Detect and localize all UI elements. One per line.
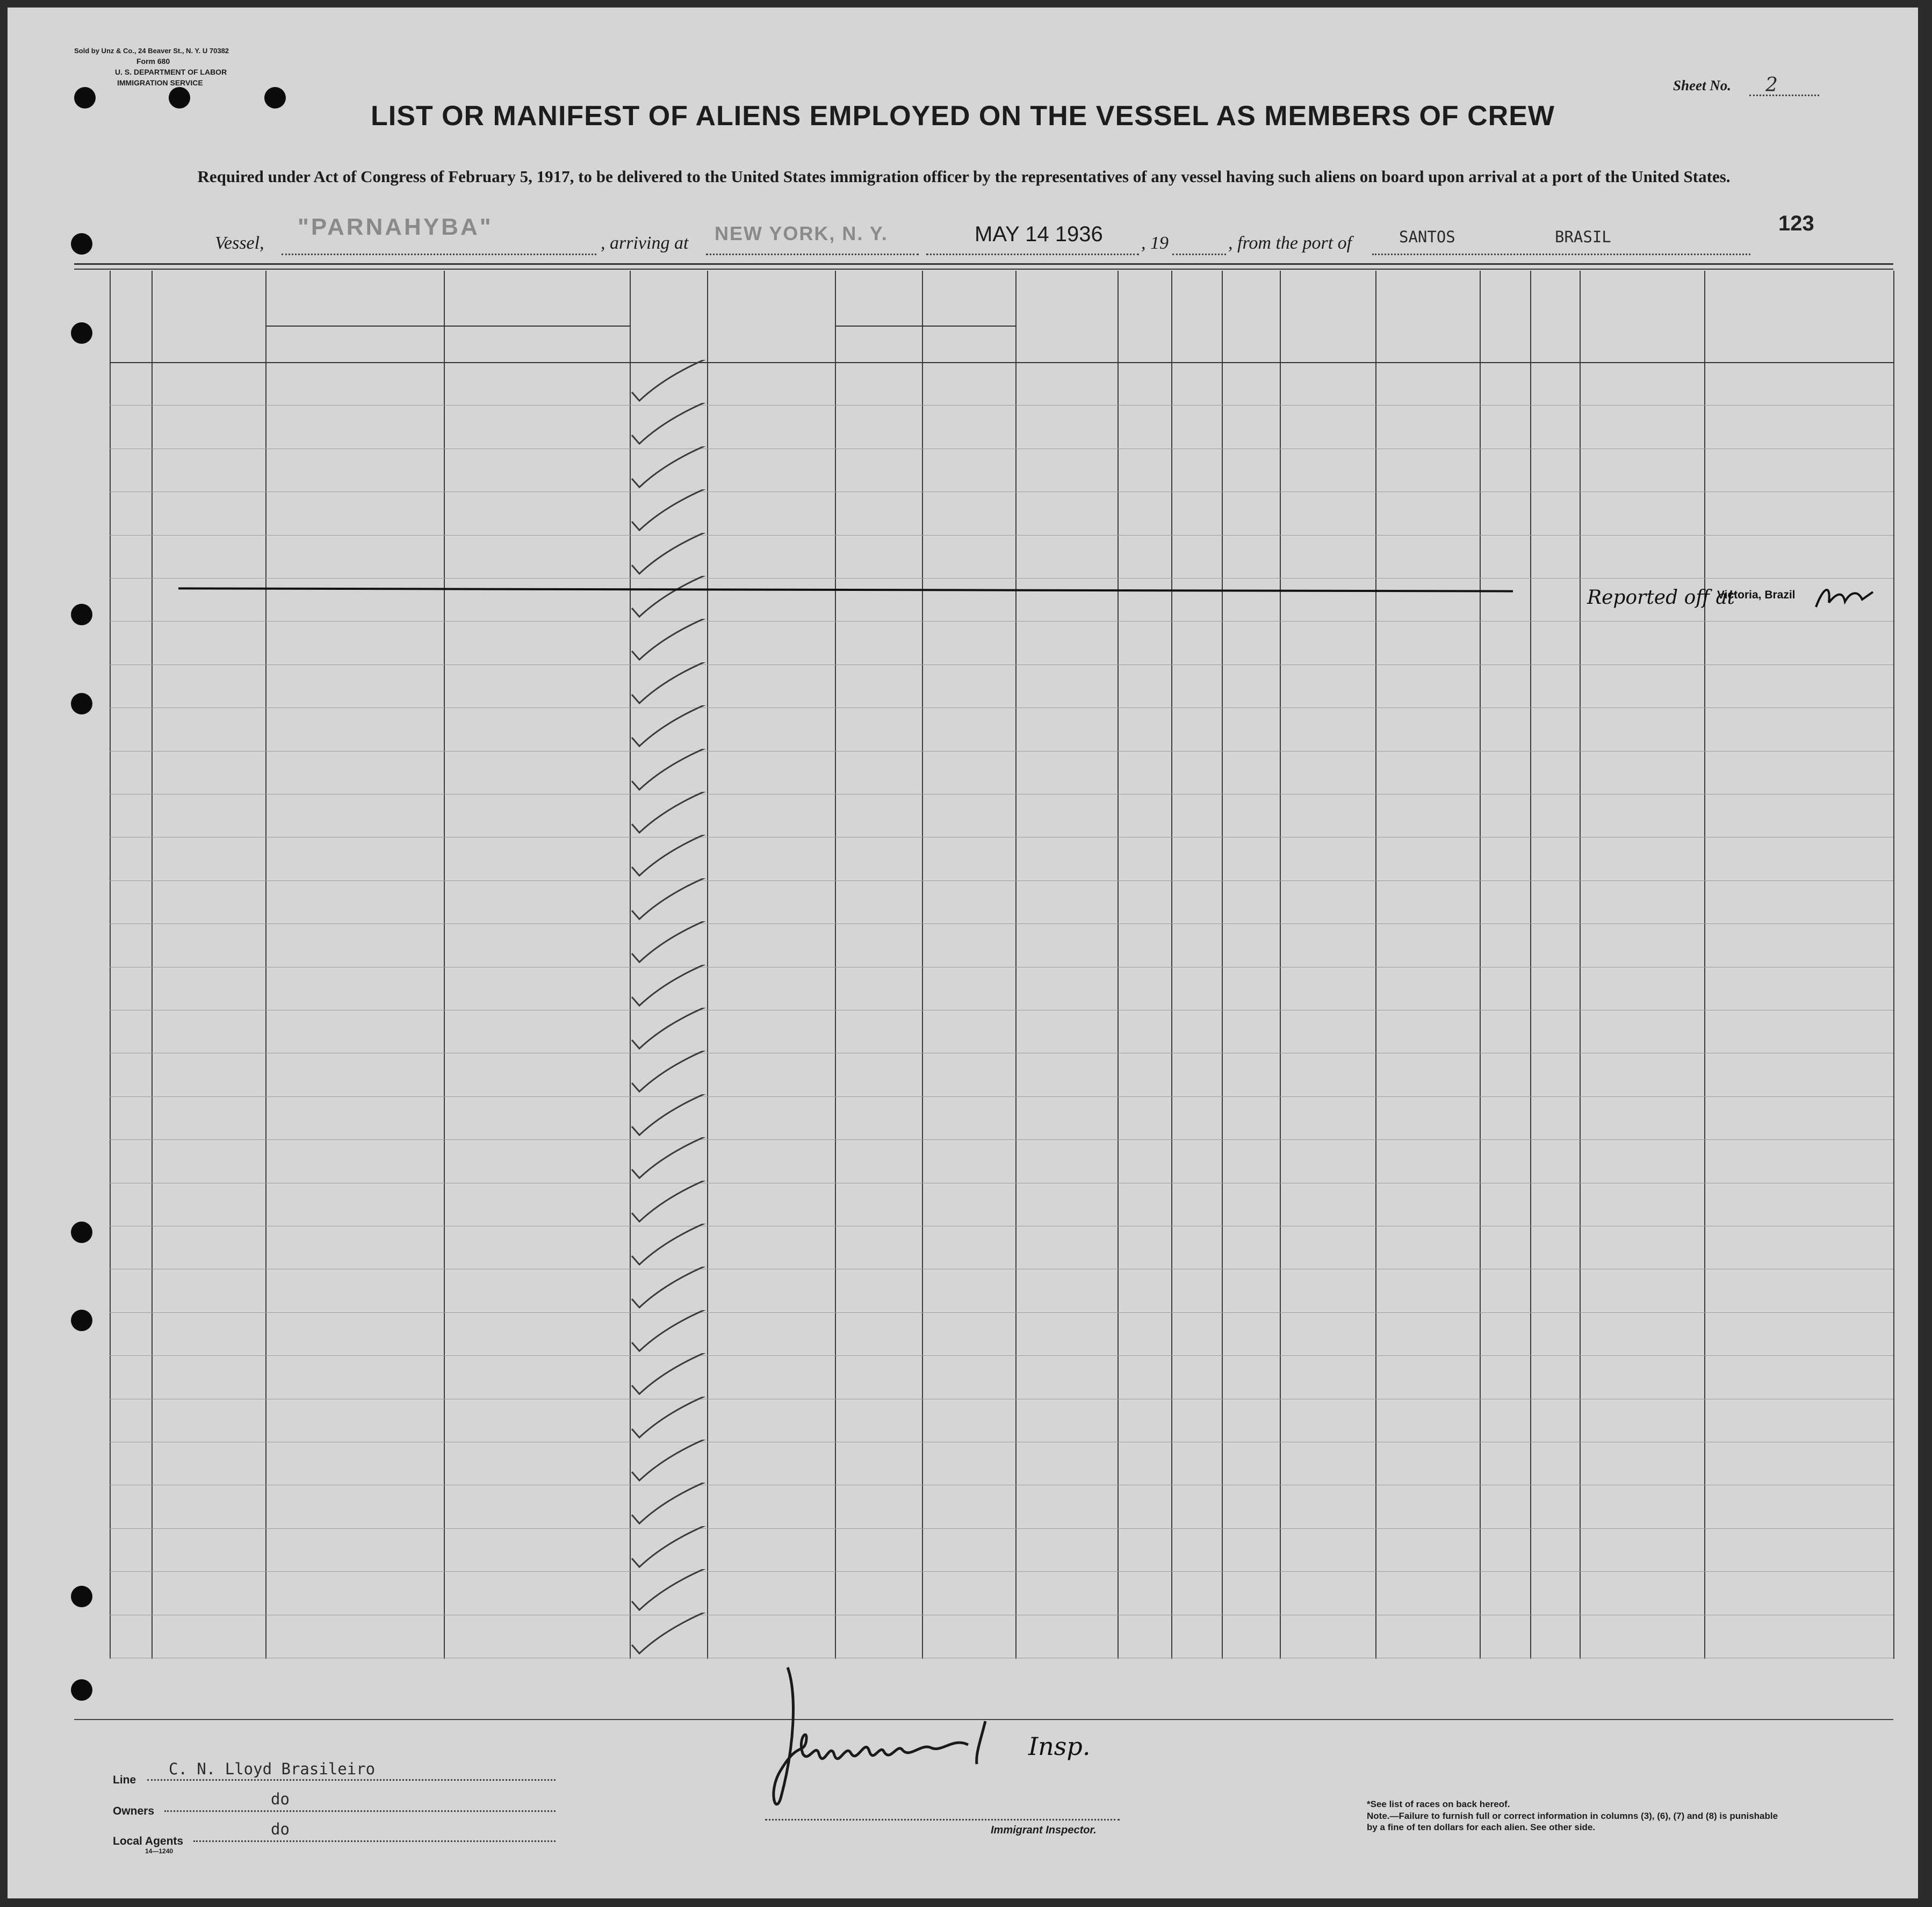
checkmark-icon [628,835,719,883]
manifest-sheet [8,8,1918,1898]
penalty-note [1367,1810,1786,1833]
shipping-line: C. N. Lloyd Brasileiro [169,1760,376,1778]
table-row-rule [110,405,1893,406]
table-row-rule [110,1528,1893,1529]
row-5-remark-place: Victoria, Brazil [1717,589,1796,601]
table-column-rule [835,271,836,1659]
races-note: *See list of races on back hereof. [1367,1799,1510,1809]
arrival-date-stamp: MAY 14 1936 [975,222,1103,246]
vessel-name: "PARNAHYBA" [298,214,493,240]
table-column-rule [922,271,923,1659]
punch-hole [71,604,92,625]
printer-credit: Sold by Unz & Co., 24 Beaver St., N. Y. U 70382 [74,47,229,55]
checkmark-icon [628,1440,719,1488]
line-label: Line [113,1774,136,1786]
departure-country: BRASIL [1555,228,1611,246]
penalty-note-label: Note. [1367,1811,1390,1821]
arriving-dots [706,254,919,255]
table-row-rule [110,1571,1893,1572]
date-dots [926,254,1139,255]
punch-hole [71,693,92,714]
table-top-rule [74,263,1893,265]
inspector-signature-icon [760,1662,1039,1823]
row-5-strikethrough [178,587,1513,592]
punch-hole [71,1586,92,1607]
checkmark-icon [628,1613,719,1661]
owners-value: do [271,1790,290,1808]
checkmark-icon [628,1310,719,1359]
table-column-rule [265,271,266,1659]
sheet-no-line [1749,95,1819,96]
table-column-rule [1280,271,1281,1659]
table-row-rule [110,1355,1893,1356]
table-column-rule [1893,271,1894,1659]
table-row-rule [110,751,1893,752]
sheet-number: 2 [1765,74,1778,96]
name-subheader-rule [265,326,630,327]
table-row-rule [110,621,1893,622]
form-number: Form 680 [136,57,170,66]
from-port-label: , from the port of [1228,233,1352,253]
punch-hole [71,233,92,255]
checkmark-icon [628,1051,719,1099]
table-column-rule [1530,271,1531,1659]
checkmark-icon [628,792,719,840]
department-name: U. S. DEPARTMENT OF LABOR [115,68,227,76]
penalty-note-text: —Failure to furnish full or correct information in columns (3), (6), (7) and (8) is punishable by a fine of ten dollars for each alien. See other side. [1367,1811,1778,1832]
arriving-label: , arriving at [601,233,689,253]
agents-dots [193,1840,556,1842]
checkmark-icon [628,360,719,408]
checkmark-icon [628,705,719,754]
table-column-rule [152,271,153,1659]
owners-dots [164,1810,556,1812]
table-row-rule [110,707,1893,708]
from-port-dots [1372,254,1750,255]
checkmark-icon [628,446,719,495]
checkmark-icon [628,533,719,581]
year-label: , 19 [1141,233,1169,253]
table-row-rule [110,664,1893,665]
year-dots [1172,254,1226,255]
checkmark-icon [628,749,719,797]
table-column-rule [1118,271,1119,1659]
shipped-subheader-rule [835,326,1015,327]
line-dots [147,1779,556,1781]
checkmark-icon [628,662,719,711]
checkmark-icon [628,1569,719,1617]
arrival-port: NEW YORK, N. Y. [715,222,888,244]
checkmark-icon [628,403,719,451]
checkmark-icon [628,576,719,624]
signature-name [803,1700,957,1727]
table-column-rule [1580,271,1581,1659]
table-top-rule-2 [74,269,1893,270]
page-number: 123 [1778,212,1814,235]
table-column-rule [1015,271,1017,1659]
checkmark-icon [628,965,719,1013]
checkmark-icon [628,1397,719,1445]
checkmark-icon [628,1181,719,1229]
row-5-remark: Reported off at [1587,587,1735,609]
checkmark-icon [628,619,719,667]
checkmark-icon [628,1483,719,1531]
table-row-rule [110,535,1893,536]
departure-port: SANTOS [1399,228,1455,246]
print-code: 14—1240 [145,1847,174,1855]
checkmark-icon [628,1094,719,1143]
table-row-rule [110,1096,1893,1097]
punch-hole [71,1222,92,1243]
table-column-rule [1704,271,1705,1659]
table-column-rule [1222,271,1223,1659]
table-row-rule [110,923,1893,924]
local-agents-label: Local Agents [113,1835,184,1847]
table-row-rule [110,578,1893,579]
signature-title: Insp. [1028,1732,1091,1761]
checkmark-icon [628,489,719,538]
signature-line [765,1819,1120,1821]
table-row-rule [110,1139,1893,1140]
checkmark-icon [628,1137,719,1186]
checkmark-icon [628,1008,719,1056]
punch-hole [71,1310,92,1331]
vessel-label: Vessel, [215,233,264,253]
header-rule [110,362,1893,363]
vessel-dots [282,254,596,255]
row-5-initials-icon [1813,581,1877,611]
table-column-rule [110,271,111,1659]
checkmark-icon [628,1526,719,1574]
punch-hole [71,1679,92,1701]
table-row-rule [110,1312,1893,1313]
table-column-rule [1171,271,1172,1659]
table-row-rule [110,880,1893,881]
inspector-caption: Immigrant Inspector. [991,1824,1097,1836]
punch-hole [71,322,92,344]
checkmark-icon [628,1353,719,1402]
checkmark-icon [628,1224,719,1272]
local-agents-value: do [271,1820,290,1838]
checkmark-icon [628,1267,719,1315]
page-subtitle: Required under Act of Congress of February 5, 1917, to be delivered to the United States immigration officer by the representatives of any vessel having such aliens on board upon arrival at a port of the United States. [197,167,1731,186]
owners-label: Owners [113,1805,155,1817]
service-name: IMMIGRATION SERVICE [117,78,203,87]
checkmark-icon [628,878,719,927]
checkmark-icon [628,921,719,970]
table-column-rule [444,271,445,1659]
table-column-rule [1480,271,1481,1659]
sheet-label: Sheet No. [1673,77,1731,93]
page-title: LIST OR MANIFEST OF ALIENS EMPLOYED ON THE VESSEL AS MEMBERS OF CREW [371,100,1555,132]
table-column-rule [1375,271,1376,1659]
